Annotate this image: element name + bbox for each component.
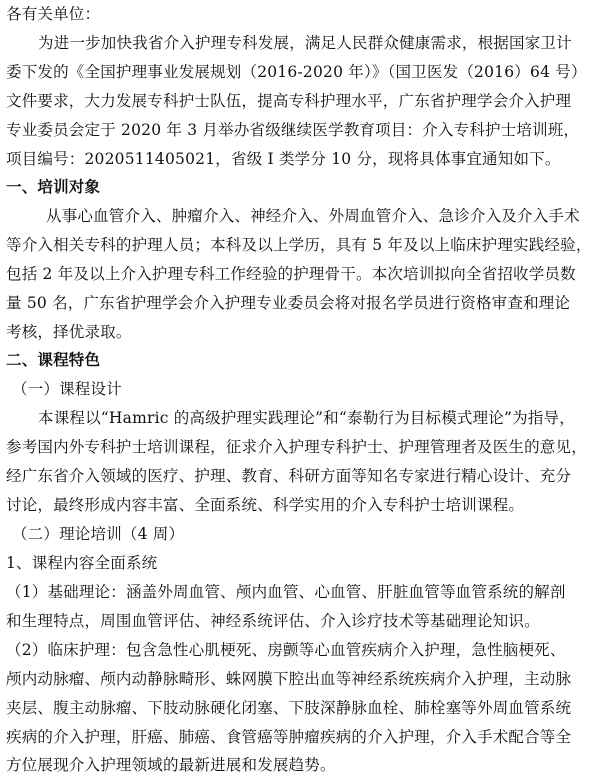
subsection-body-line: 讨论，最终形成内容丰富、全面系统、科学实用的介入专科护士培训课程。 [6, 496, 525, 514]
intro-line: 专业委员会定于 2020 年 3 月举办省级继续医学教育项目：介入专科护士培训班， [6, 121, 580, 139]
intro-line: 委下发的《全国护理事业发展规划（2016-2020 年）》（国卫医发（2016）64 号） [6, 63, 587, 81]
section-body-line: 等介入相关专科的护理人员；本科及以上学历，具有 5 年及以上临床护理实践经验， [6, 236, 592, 254]
section-body-line: 考核，择优录取。 [6, 323, 132, 341]
subsection-heading: （二）理论培训（4 周） [12, 525, 185, 543]
subsection-body-line: 本课程以“Hamric 的高级护理实践理论”和“泰勒行为目标模式理论”为指导， [38, 409, 575, 427]
list-item-line: （2）临床护理：包含急性心肌梗死、房颤等心血管疾病介入护理，急性脑梗死、 [6, 641, 566, 659]
subsection-body-line: 经广东省介入领域的医疗、护理、教育、科研方面等知名专家进行精心设计、充分 [6, 467, 572, 485]
subsection-body-line: 参考国内外专科护士培训课程，征求介入护理专科护士、护理管理者及医生的意见， [6, 438, 587, 456]
subsection-heading: （一）课程设计 [12, 380, 122, 398]
section-heading: 二、课程特色 [6, 350, 101, 369]
list-item-line: 夹层、腹主动脉瘤、下肢动脉硬化闭塞、下肢深静脉血栓、肺栓塞等外周血管系统 [6, 699, 572, 717]
list-item-line: 颅内动脉瘤、颅内动静脉畸形、蛛网膜下腔出血等神经系统疾病介入护理，主动脉 [6, 670, 572, 688]
list-item-line: 方位展现介入护理领域的最新进展和发展趋势。 [6, 756, 336, 774]
intro-line: 为进一步加快我省介入护理专科发展，满足人民群众健康需求，根据国家卫计 [38, 34, 572, 52]
section-body-line: 量 50 名，广东省护理学会介入护理专业委员会将对报名学员进行资格审查和理论 [6, 294, 571, 312]
section-heading: 一、培训对象 [6, 177, 101, 196]
section-body-line: 从事心血管介入、肿瘤介入、神经介入、外周血管介入、急诊介入及介入手术 [46, 207, 580, 225]
salutation: 各有关单位： [6, 5, 101, 23]
intro-line: 项目编号：2020511405021，省级 I 类学分 10 分，现将具体事宜通知如下。 [6, 150, 561, 168]
intro-line: 文件要求，大力发展专科护士队伍，提高专科护理水平，广东省护理学会介入护理 [6, 92, 572, 110]
list-item-line: 疾病的介入护理，肝癌、肺癌、食管癌等肿瘤疾病的介入护理，介入手术配合等全 [6, 728, 572, 746]
point-heading: 1、课程内容全面系统 [6, 554, 158, 572]
list-item-line: 和生理特点，周围血管评估、神经系统评估、介入诊疗技术等基础理论知识。 [6, 612, 540, 630]
list-item-line: （1）基础理论：涵盖外周血管、颅内血管、心血管、肝脏血管等血管系统的解剖 [6, 583, 566, 601]
section-body-line: 包括 2 年及以上介入护理专科工作经验的护理骨干。本次培训拟向全省招收学员数 [6, 265, 576, 283]
